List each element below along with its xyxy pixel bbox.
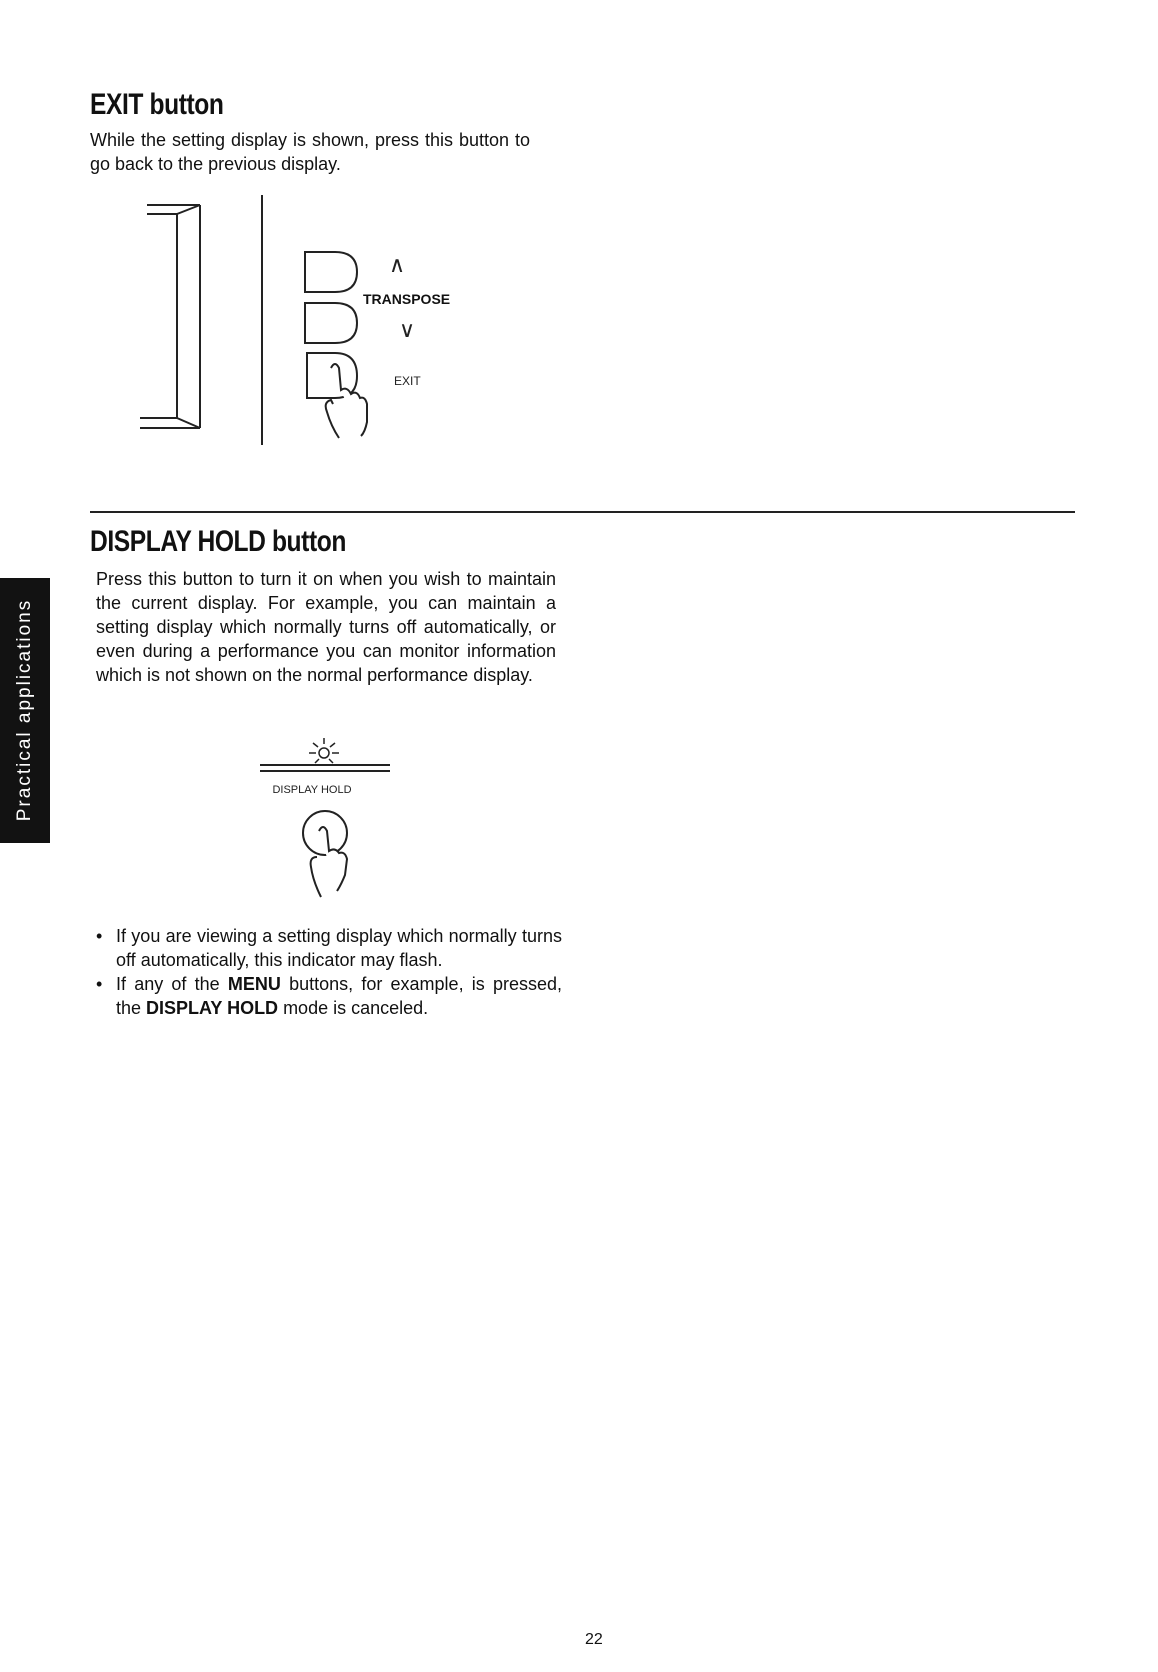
exit-button-illustration: [135, 190, 535, 480]
display-hold-notes: [92, 924, 562, 1020]
side-tab-label: Practical applications: [14, 598, 35, 822]
up-arrow-icon: ∧: [388, 252, 406, 277]
exit-label: EXIT: [394, 374, 421, 388]
display-hold-label: DISPLAY HOLD: [272, 784, 352, 796]
transpose-down-button: [305, 303, 357, 343]
section-side-tab: [0, 578, 50, 843]
note-item: [92, 972, 562, 1020]
down-arrow-icon: ∨: [398, 317, 416, 342]
indicator-lamp-icon: [309, 738, 339, 763]
note-text: If you are viewing a setting display which normally turns off automatically, this indicator may flash.: [116, 926, 562, 970]
pressing-finger-icon: [311, 827, 347, 897]
exit-button-heading: EXIT button: [90, 88, 224, 121]
display-hold-heading: DISPLAY HOLD button: [90, 525, 346, 558]
transpose-label: TRANSPOSE: [363, 291, 451, 307]
bullet-icon: •: [96, 926, 103, 946]
note-text: If any of the MENU buttons, for example, is pressed, the DISPLAY HOLD mode is canceled.: [116, 974, 563, 1018]
section-divider: [90, 511, 1075, 513]
exit-button-description: While the setting display is shown, press this button to go back to the previous display.: [90, 130, 530, 174]
menu-keyword: MENU: [227, 974, 281, 994]
display-hold-description: Press this button to turn it on when you wish to maintain the current display. For example, you can maintain a setting display which normally turns off automatically, or even during a performance you can monitor information which is not shown on the normal performance display.: [96, 569, 556, 685]
pressing-finger-icon: [326, 364, 367, 438]
panel-bezel: [140, 205, 200, 428]
bullet-icon: •: [96, 974, 103, 994]
display-hold-keyword: DISPLAY HOLD: [146, 998, 279, 1018]
page-number: 22: [585, 1631, 603, 1648]
note-item: [92, 924, 562, 972]
display-hold-illustration: [255, 735, 415, 905]
transpose-up-button: [305, 252, 357, 292]
